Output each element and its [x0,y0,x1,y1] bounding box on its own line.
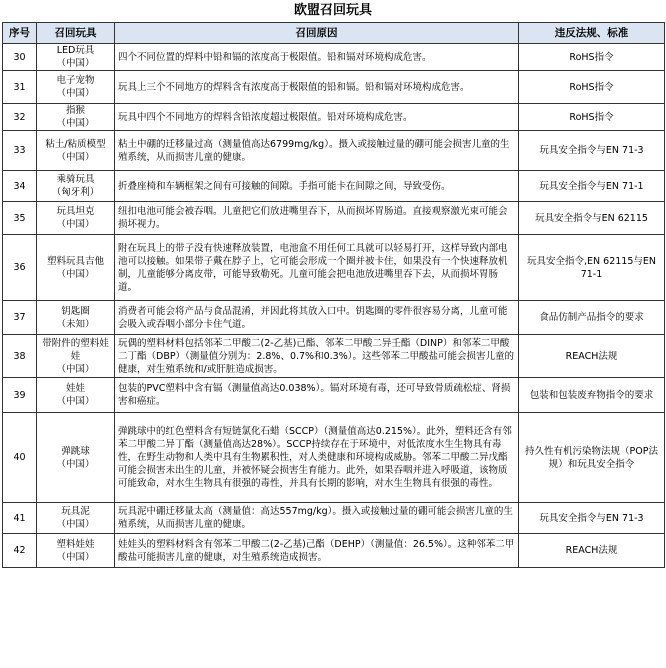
cell-toy [37,71,115,104]
cell-reason: 玩具中四个不同地方的焊料含铅浓度超过极限值。铅对环境构成危害。 [115,104,519,131]
cell-law: 玩具安全指令,EN 62115与EN 71-1 [519,235,665,301]
cell-number: 41 [3,503,37,534]
table-row [3,534,665,568]
cell-law: 包装和包装废弃物指令的要求 [519,378,665,413]
toy-origin: （中国） [56,151,95,163]
cell-toy [37,44,115,71]
toy-origin: （匈牙利） [51,187,100,198]
cell-toy [37,171,115,202]
cell-reason: 包装的PVC塑料中含有镉（测量值高达0.038%）。镉对环境有毒，还可导致骨质疏松症、肾损害和癌症。 [115,378,519,413]
cell-number: 35 [3,202,37,235]
table-row [3,202,665,235]
cell-law: 持久性有机污染物法规（POP法规）和玩具安全指令 [519,413,665,503]
toy-name: 玩具坦克 [56,206,95,217]
cell-law: 玩具安全指令与EN 71-3 [519,503,665,534]
cell-law: REACH法规 [519,534,665,568]
cell-law: REACH法规 [519,335,665,378]
cell-law: RoHS指令 [519,44,665,71]
table-row [3,104,665,131]
cell-toy [37,235,115,301]
cell-reason: 玩具上三个不同地方的焊料含有浓度高于极限值的铅和镉。铅和镉对环境构成危害。 [115,71,519,104]
cell-toy [37,378,115,413]
cell-reason: 娃娃头的塑料材料含有邻苯二甲酸二(2-乙基)己酯（DEHP）（测量值：26.5%）。这种邻苯二甲酸盐可能损害儿童的健康，对生殖系统造成损害。 [115,534,519,568]
cell-number: 40 [3,413,37,503]
toy-name: 塑料玩具吉他 [46,255,104,267]
table-row [3,503,665,534]
toy-origin: （中国） [56,458,95,470]
cell-reason: 玩偶的塑料材料包括邻苯二甲酸二(2-乙基)己酯、邻苯二甲酸二异壬酯（DINP）和邻苯二甲酸二丁酯（DBP）（测量值分别为：2.8%、0.7%和0.3%）。这些邻苯二甲酸盐可能会损害儿童的健康，对生殖系统和/或肝脏造成损害。 [115,335,519,378]
toy-origin: （中国） [56,88,95,99]
cell-toy [37,503,115,534]
cell-toy [37,534,115,568]
toy-origin: （中国） [56,396,95,407]
toy-origin: （中国） [56,268,95,280]
cell-reason: 消费者可能会将产品与食品混淆，并因此将其放入口中。钥匙圈的零件很容易分离，儿童可能会吸入或吞咽小部分卡住气道。 [115,301,519,335]
header-law: 违反法规、标准 [519,23,665,44]
cell-number: 39 [3,378,37,413]
toy-name: 电子宠物 [56,75,95,86]
toy-name: 粘土/粘质模型 [45,138,106,150]
toy-name: LED玩具 [56,45,95,56]
toy-origin: （中国） [56,363,95,375]
toy-name: 塑料娃娃 [56,538,95,550]
cell-toy [37,301,115,335]
toy-name: 弹跳球 [61,445,90,457]
table-row [3,413,665,503]
header-no: 序号 [3,23,37,44]
cell-reason: 附在玩具上的带子没有快速释放装置，电池盒不用任何工具就可以轻易打开，这样导致内部电池可以接触。如果带子戴在脖子上，它可能会形成一个圈并被卡住，如果没有一个快速释放机制，儿童能够分离皮带，可能导致勒死。儿童可能会把电池放进嘴里吞下去，从而损坏胃肠道。 [115,235,519,301]
cell-number: 42 [3,534,37,568]
cell-law: RoHS指令 [519,104,665,131]
table-row [3,71,665,104]
header-row [3,23,665,44]
cell-number: 33 [3,131,37,171]
toy-name: 指猴 [65,105,85,116]
table-row [3,171,665,202]
cell-law: 玩具安全指令与EN 71-1 [519,171,665,202]
cell-number: 31 [3,71,37,104]
cell-law: 食品仿制产品指令的要求 [519,301,665,335]
cell-number: 36 [3,235,37,301]
cell-number: 38 [3,335,37,378]
recall-table [2,22,665,568]
cell-reason: 纽扣电池可能会被吞咽。儿童把它们放进嘴里吞下，从而损坏胃肠道。直接观察激光束可能会损坏视力。 [115,202,519,235]
cell-reason: 弹跳球中的红色塑料含有短链氯化石蜡（SCCP）（测量值高达0.215%）。此外，塑料还含有邻苯二甲酸二异丁酯（测量值高达28%）。SCCP持续存在于环境中，对低浓度水生生物具有毒性，在野生动物和人类中具有生物累积性，对人类健康和环境构成威胁。邻苯二甲酸二异戊酯可能会损害未出生的儿童，并被怀疑会损害生育能力。此外，如果吞咽并进入呼吸道，该物质可能致命，对水生生物具有很强的毒性，并具有长期的影响，对水生生物具有很强的毒性。 [115,413,519,503]
cell-law: 玩具安全指令与EN 62115 [519,202,665,235]
cell-reason: 四个不同位置的焊料中铅和镉的浓度高于极限值。铅和镉对环境构成危害。 [115,44,519,71]
toy-name: 玩具泥 [61,506,90,517]
cell-toy [37,413,115,503]
header-toy: 召回玩具 [37,23,115,44]
cell-toy [37,335,115,378]
cell-reason: 玩具泥中硼迁移量太高（测量值：高达557mg/kg）。摄入或接触过量的硼可能会损害儿童的生殖系统，从而损害儿童的健康。 [115,503,519,534]
toy-origin: （中国） [56,58,95,69]
cell-reason: 粘土中硼的迁移量过高（测量值高达6799mg/kg）。摄入或接触过量的硼可能会损害儿童的生殖系统，从而损害儿童的健康。 [115,131,519,171]
cell-number: 34 [3,171,37,202]
toy-name: 钥匙圈 [61,305,90,317]
toy-origin: （中国） [56,519,95,530]
table-row [3,378,665,413]
cell-toy [37,104,115,131]
toy-origin: （中国） [56,551,95,563]
cell-number: 32 [3,104,37,131]
cell-law: 玩具安全指令与EN 71-3 [519,131,665,171]
page-title: 欧盟召回玩具 [293,3,372,18]
toy-name: 娃娃 [65,383,85,394]
cell-reason: 折叠座椅和车辆框架之间有可接触的间隙。手指可能卡在间隙之间，导致受伤。 [115,171,519,202]
toy-name: 乘骑玩具 [56,174,95,185]
cell-law: RoHS指令 [519,71,665,104]
table-row [3,131,665,171]
table-row [3,44,665,71]
toy-origin: （中国） [56,219,95,230]
toy-origin: （中国） [56,118,95,129]
cell-toy [37,202,115,235]
table-row [3,301,665,335]
table-row [3,235,665,301]
cell-number: 37 [3,301,37,335]
toy-name: 带附件的塑料娃娃 [42,337,109,362]
table-row [3,335,665,378]
toy-origin: （未知） [56,318,95,330]
cell-toy [37,131,115,171]
cell-number: 30 [3,44,37,71]
header-reason: 召回原因 [115,23,519,44]
